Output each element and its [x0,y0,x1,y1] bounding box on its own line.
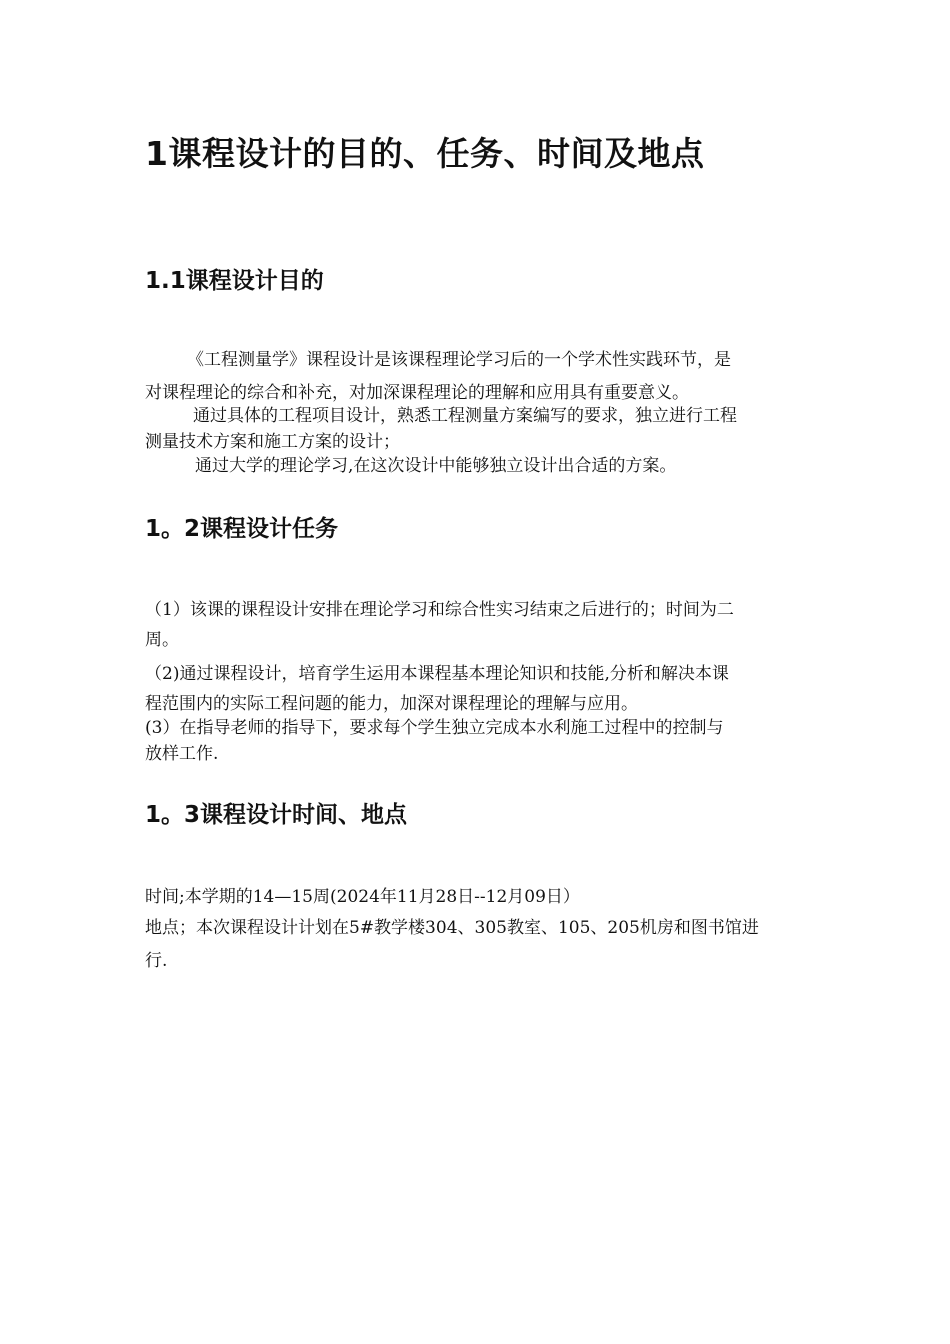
purpose-paragraph-1-line-2: 对课程理论的综合和补充，对加深课程理论的理解和应用具有重要意义。 [145,383,689,403]
section-1-1-heading: 1.1课程设计目的 [145,268,324,294]
task-item-2-line-1: （2)通过课程设计，培育学生运用本课程基本理论知识和技能,分析和解决本课 [145,664,729,684]
task-item-3-line-2: 放样工作. [145,744,219,764]
section-1-2-heading: 1。2课程设计任务 [145,516,339,542]
schedule-time-line: 时间;本学期的14—15周(2024年11月28日--12月09日） [145,887,580,907]
task-item-1-line-2: 周。 [145,630,179,650]
task-item-2-line-2: 程范围内的实际工程问题的能力，加深对课程理论的理解与应用。 [145,694,638,714]
purpose-paragraph-2-line-2: 测量技术方案和施工方案的设计； [145,432,400,452]
task-item-1-line-1: （1）该课的课程设计安排在理论学习和综合性实习结束之后进行的；时间为二 [145,600,734,620]
purpose-paragraph-1-line-1: 《工程测量学》课程设计是该课程理论学习后的一个学术性实践环节，是 [187,350,731,370]
chapter-title: 1课程设计的目的、任务、时间及地点 [145,134,705,173]
schedule-place-line-1: 地点；本次课程设计计划在5#教学楼304、305教室、105、205机房和图书馆进 [145,918,759,938]
purpose-paragraph-2-line-1: 通过具体的工程项目设计，熟悉工程测量方案编写的要求，独立进行工程 [193,406,737,426]
schedule-place-line-2: 行. [145,951,168,971]
purpose-paragraph-3-line-1: 通过大学的理论学习,在这次设计中能够独立设计出合适的方案。 [195,456,677,476]
task-item-3-line-1: (3）在指导老师的指导下，要求每个学生独立完成本水利施工过程中的控制与 [145,718,724,738]
section-1-3-heading: 1。3课程设计时间、地点 [145,802,408,828]
